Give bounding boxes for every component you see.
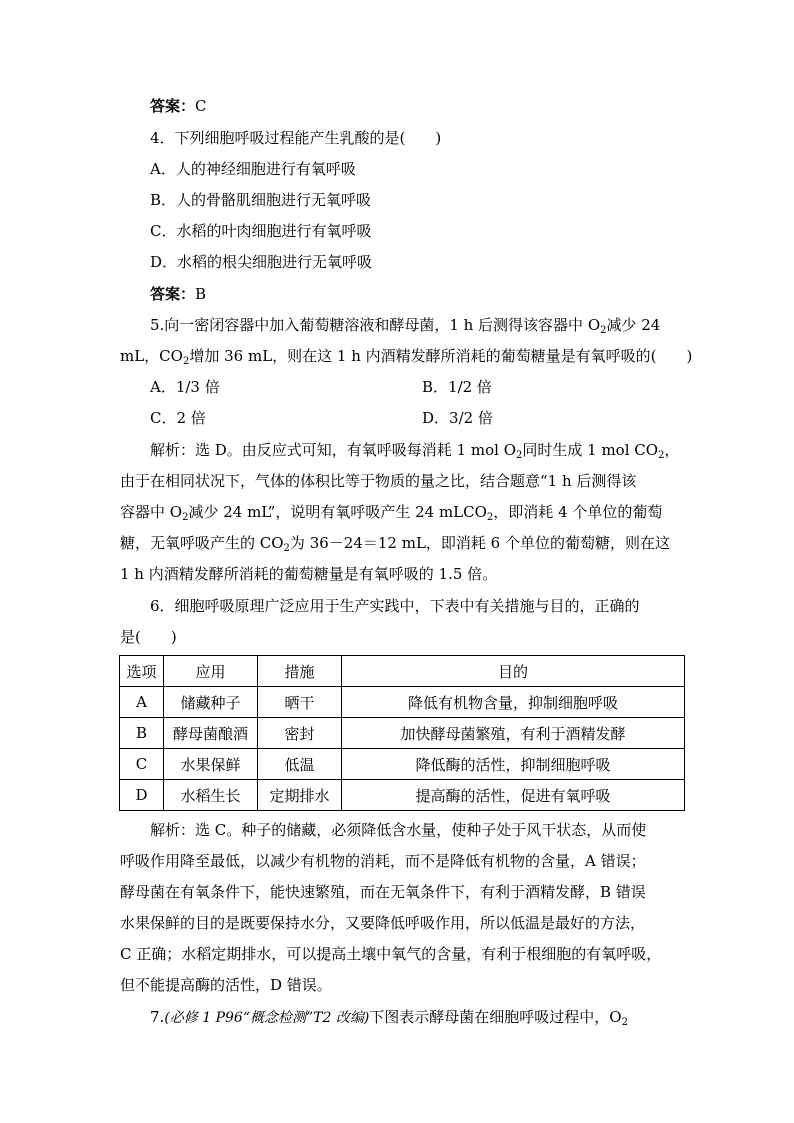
table-row	[120, 718, 685, 749]
table-header-cell: 目的	[342, 656, 685, 687]
q5-explanation-line4: 糖，无氧呼吸产生的 $CO_2$为 36－24＝12 mL，即消耗 6 个单位的葡萄糖，则在这	[120, 534, 670, 554]
table-row	[120, 780, 685, 811]
table-cell: 密封	[258, 718, 342, 749]
q6-explanation-line5: C 正确；水稻定期排水，可以提高土壤中氧气的含量，有利于根细胞的有氧呼吸，	[120, 945, 662, 963]
q4-option-d: D．水稻的根尖细胞进行无氧呼吸	[150, 253, 373, 271]
q6-explanation-line1: 解析：选 C。种子的储藏，必须降低含水量，使种子处于风干状态，从而使	[150, 821, 647, 839]
q7-stem: 7.(必修 1 P96“概念检测”T2 改编)下图表示酵母菌在细胞呼吸过程中，$O_2$	[150, 1008, 628, 1028]
table-header-row	[120, 656, 685, 687]
table-cell: 降低酶的活性，抑制细胞呼吸	[342, 749, 685, 780]
table-row	[120, 687, 685, 718]
table-header-cell: 措施	[258, 656, 342, 687]
q4-option-c: C．水稻的叶肉细胞进行有氧呼吸	[150, 222, 372, 240]
table-cell: D	[120, 780, 164, 811]
q5-option-b: B．1/2 倍	[422, 378, 492, 396]
q4-option-b: B．人的骨骼肌细胞进行无氧呼吸	[150, 191, 372, 209]
q5-option-c: C．2 倍	[150, 409, 206, 427]
table-cell: 定期排水	[258, 780, 342, 811]
table-cell: 低温	[258, 749, 342, 780]
q4-stem: 4．下列细胞呼吸过程能产生乳酸的是( )	[150, 129, 442, 147]
q5-stem-line1: 5.向一密闭容器中加入葡萄糖溶液和酵母菌，1 h 后测得该容器中 $O_2$减少 24	[150, 316, 661, 336]
q6-stem-line1: 6．细胞呼吸原理广泛应用于生产实践中，下表中有关措施与目的，正确的	[150, 597, 640, 615]
q6-explanation-line3: 酵母菌在有氧条件下，能快速繁殖，而在无氧条件下，有利于酒精发酵，B 错误	[120, 883, 646, 901]
table-cell: 提高酶的活性，促进有氧呼吸	[342, 780, 685, 811]
q5-explanation-line1: 解析：选 D。由反应式可知，有氧呼吸每消耗 1 mol $O_2$同时生成 1 mol $CO_2$，	[150, 441, 680, 461]
q6-explanation-line6: 但不能提高酶的活性，D 错误。	[120, 976, 332, 994]
table-cell: 加快酵母菌繁殖，有利于酒精发酵	[342, 718, 685, 749]
q5-option-d: D．3/2 倍	[422, 409, 493, 427]
q6-table	[119, 655, 685, 811]
table-header-cell: 应用	[164, 656, 258, 687]
q6-stem-line2: 是( )	[120, 628, 177, 646]
table-header-cell: 选项	[120, 656, 164, 687]
q5-explanation-line5: 1 h 内酒精发酵所消耗的葡萄糖量是有氧呼吸的 1.5 倍。	[120, 565, 498, 583]
table-cell: 降低有机物含量，抑制细胞呼吸	[342, 687, 685, 718]
q5-explanation-line3: 容器中 $O_2$减少 24 mL”，说明有氧呼吸产生 24 mLCO$_2$，即消耗 4 个单位的葡萄	[120, 503, 663, 523]
q5-explanation-line2: 由于在相同状况下，气体的体积比等于物质的量之比，结合题意“1 h 后测得该	[120, 472, 637, 490]
table-cell: 水稻生长	[164, 780, 258, 811]
q5-stem-line2: mL，$CO_2$增加 36 mL，则在这 1 h 内酒精发酵所消耗的葡萄糖量是有氧呼吸的( )	[120, 347, 693, 367]
table-cell: B	[120, 718, 164, 749]
q3-answer: 答案：C	[150, 97, 207, 115]
q6-explanation-line4: 水果保鲜的目的是既要保持水分，又要降低呼吸作用，所以低温是最好的方法，	[120, 914, 646, 932]
q5-option-a: A．1/3 倍	[150, 378, 220, 396]
q6-explanation-line2: 呼吸作用降至最低，以减少有机物的消耗，而不是降低有机物的含量，A 错误；	[120, 852, 646, 870]
q4-answer: 答案：B	[150, 285, 207, 303]
table-cell: 酵母菌酿酒	[164, 718, 258, 749]
q4-option-a: A．人的神经细胞进行有氧呼吸	[150, 160, 356, 178]
table-cell: 储藏种子	[164, 687, 258, 718]
table-cell: 晒干	[258, 687, 342, 718]
table-cell: A	[120, 687, 164, 718]
table-cell: 水果保鲜	[164, 749, 258, 780]
table-cell: C	[120, 749, 164, 780]
q7-source: (必修 1 P96“概念检测”T2 改编)	[164, 1010, 370, 1026]
table-row	[120, 749, 685, 780]
